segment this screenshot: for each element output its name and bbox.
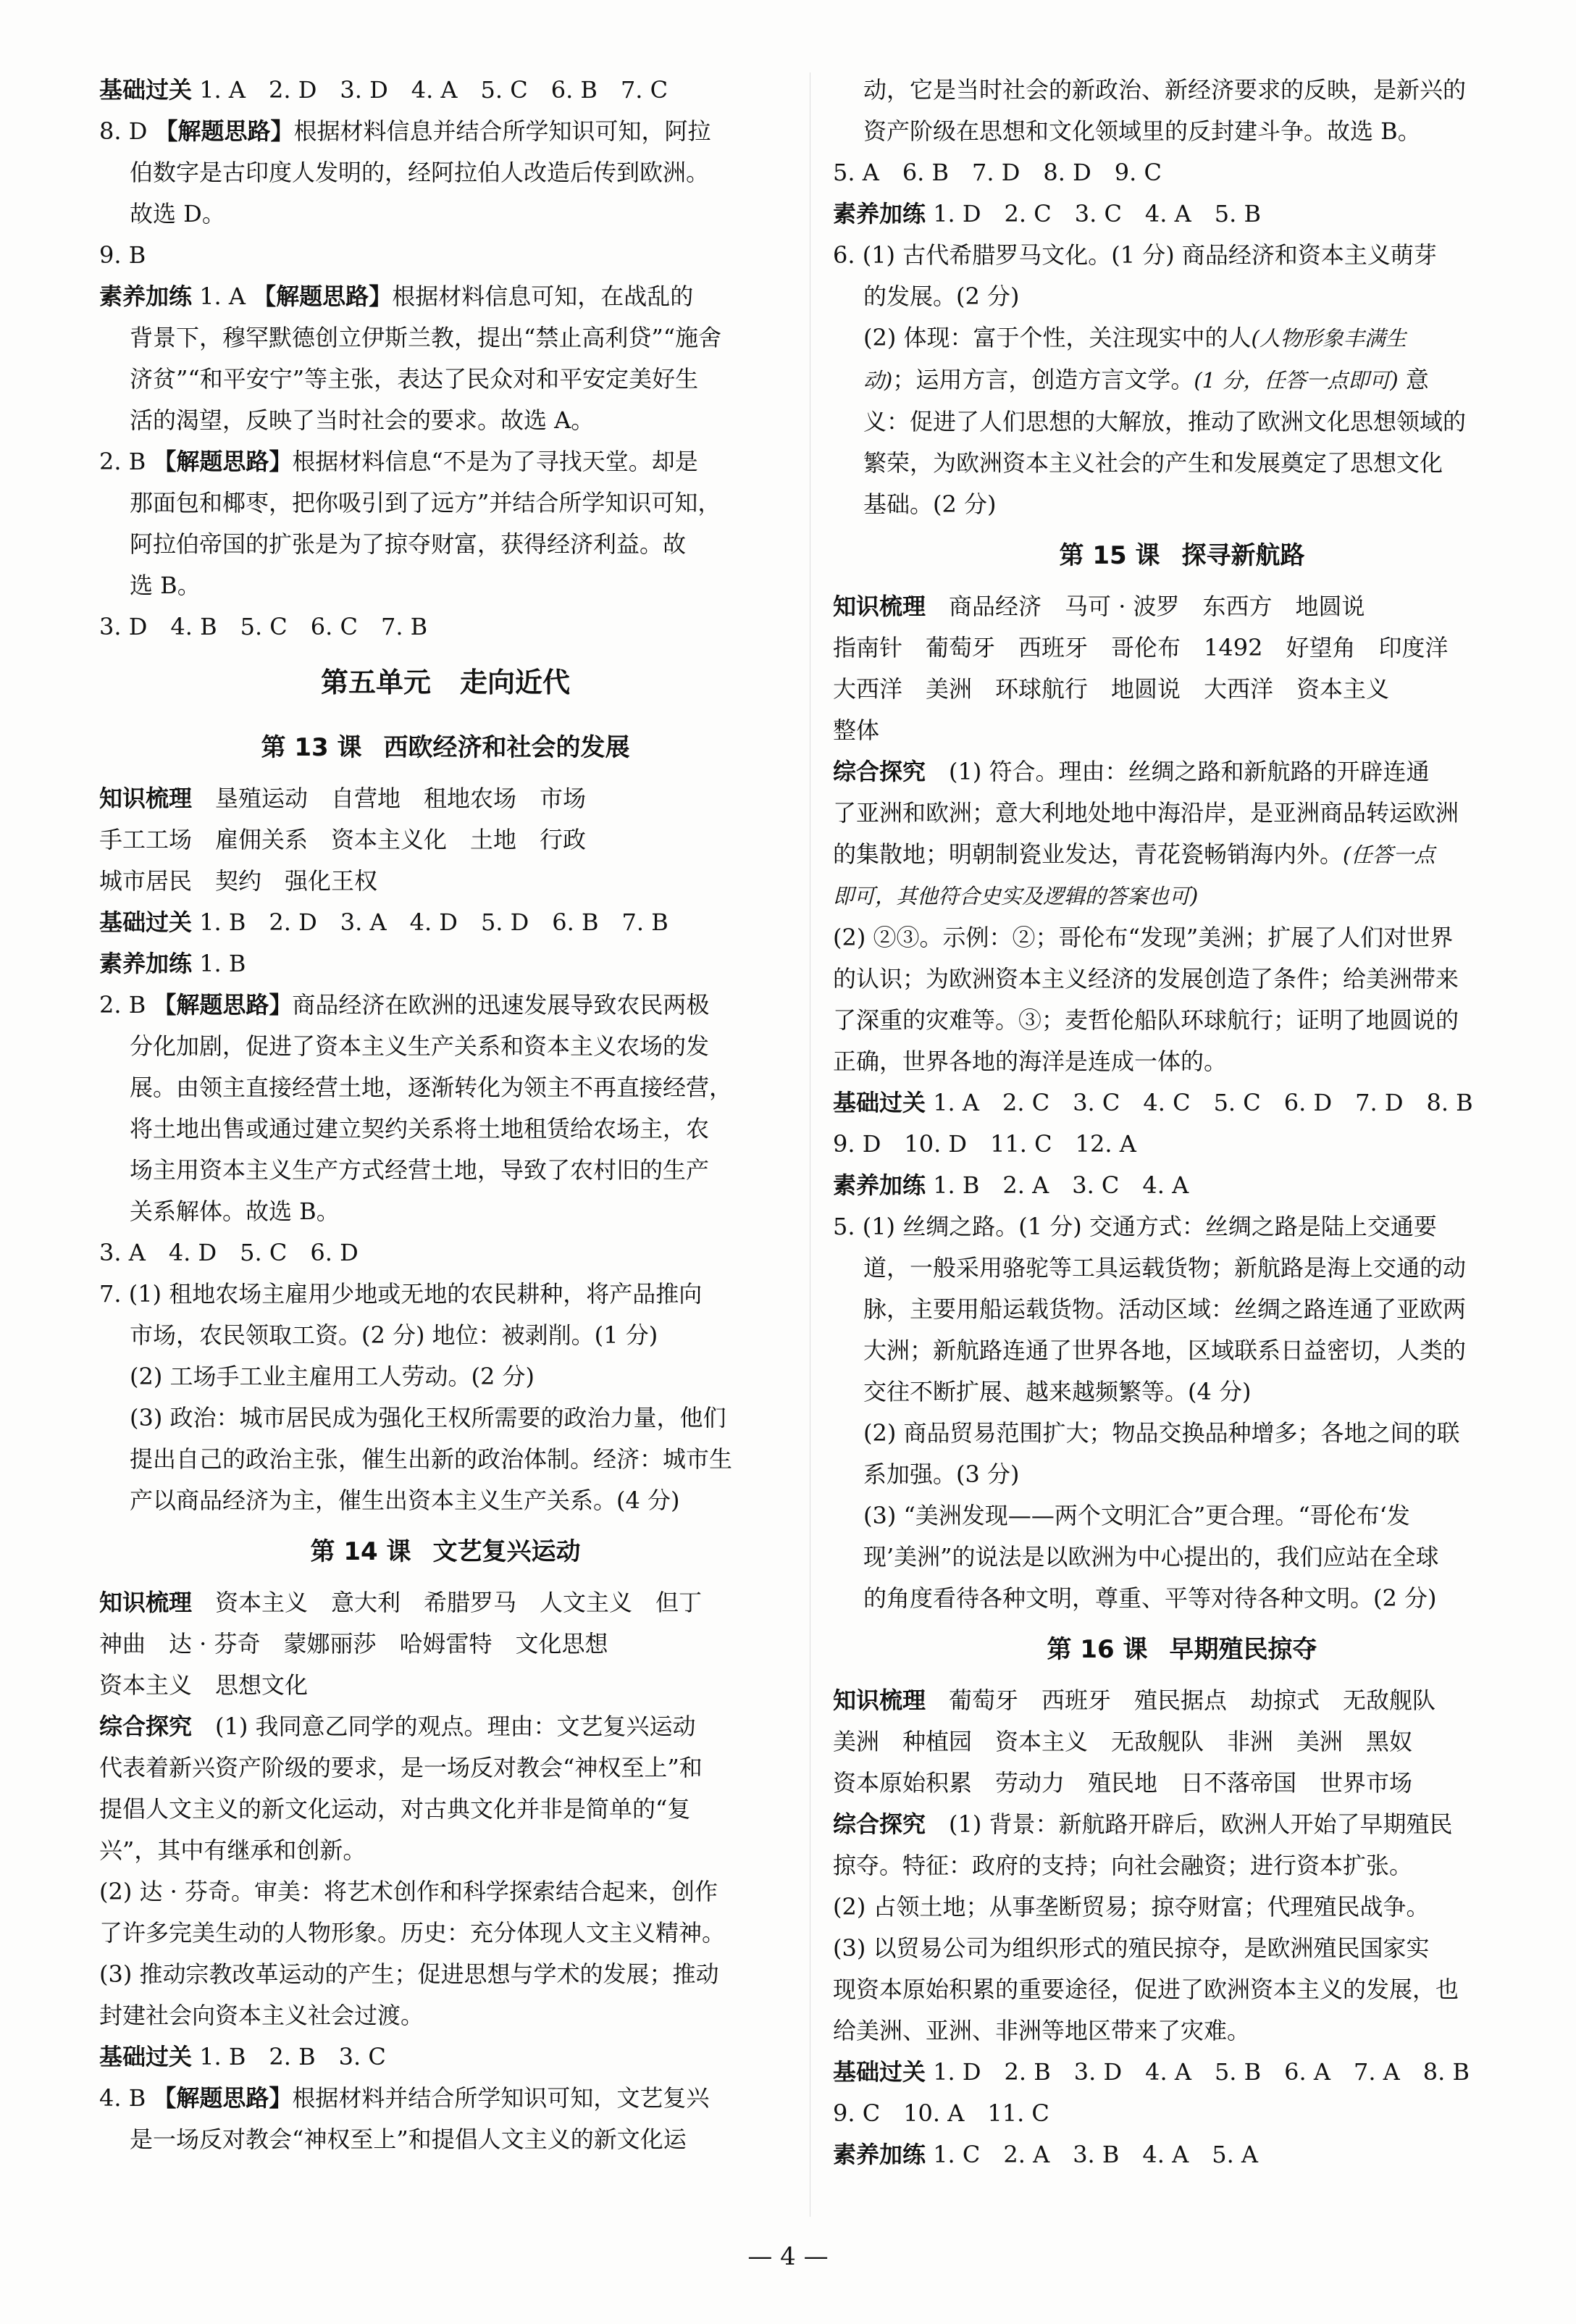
answer-line: 展。由领主直接经营土地，逐渐转化为领主不再直接经营， [130, 1074, 733, 1101]
answer-line: 神曲 达 · 芬奇 蒙娜丽莎 哈姆雷特 文化思想 [99, 1630, 608, 1658]
answer-line: 资本原始积累 劳动力 殖民地 日不落帝国 世界市场 [833, 1769, 1413, 1797]
answer-line: 义：促进了人们思想的大解放，推动了欧洲文化思想领域的 [863, 408, 1467, 435]
answer-line: 手工工场 雇佣关系 资本主义化 土地 行政 [99, 826, 587, 853]
answer-line: 动)；运用方言，创造方言文学。(1 分，任答一点即可) 意 [863, 366, 1429, 393]
basic-answers: 基础过关 1. A 2. D 3. D 4. A 5. C 6. B 7. C [99, 76, 668, 104]
answer-line: 道，一般采用骆驼等工具运载货物；新航路是海上交通的动 [863, 1254, 1467, 1282]
answer-line: 9. B [99, 241, 146, 269]
answer-line: 代表着新兴资产阶级的要求，是一场反对教会“神权至上”和 [99, 1754, 703, 1781]
section-label: 知识梳理 [833, 593, 926, 620]
answer-line: 现资本原始积累的重要途径，促进了欧洲资本主义的发展，也 [833, 1976, 1459, 2003]
answer-item: 2. B 【解题思路】根据材料信息“不是为了寻找天堂。却是 [99, 448, 698, 475]
answer-line: 9. D 10. D 11. C 12. A [833, 1130, 1136, 1158]
answer-line: 活的渴望，反映了当时社会的要求。故选 A。 [130, 406, 595, 434]
knowledge-review: 知识梳理 葡萄牙 西班牙 殖民据点 劫掠式 无敌舰队 [833, 1686, 1436, 1714]
answer-line: 伯数字是古印度人发明的，经阿拉伯人改造后传到欧洲。 [130, 159, 710, 186]
lesson-15-heading: 第 15 课 探寻新航路 [1059, 541, 1305, 570]
answer-line: 3. A 4. D 5. C 6. D [99, 1239, 359, 1266]
knowledge-review: 知识梳理 商品经济 马可 · 波罗 东西方 地圆说 [833, 593, 1365, 620]
practice-answers: 素养加练 1. D 2. C 3. C 4. A 5. B [833, 200, 1261, 227]
hint-label: 【解题思路】 [153, 448, 293, 475]
answer-line: 阿拉伯帝国的扩张是为了掠夺财富，获得经济利益。故 [130, 530, 687, 558]
knowledge-review: 知识梳理 垦殖运动 自营地 租地农场 市场 [99, 785, 587, 812]
hint-label: 【解题思路】 [154, 117, 294, 145]
section-label: 知识梳理 [99, 785, 193, 812]
answer-line: 大西洋 美洲 环球航行 地圆说 大西洋 资本主义 [833, 675, 1390, 703]
section-label: 基础过关 [833, 1089, 926, 1116]
answer-line: 5. (1) 丝绸之路。(1 分) 交通方式：丝绸之路是陆上交通要 [833, 1213, 1437, 1240]
basic-answers: 基础过关 1. A 2. C 3. C 4. C 5. C 6. D 7. D 8. B [833, 1089, 1473, 1116]
answer-line: 产以商品经济为主，催生出资本主义生产关系。(4 分) [130, 1487, 680, 1514]
knowledge-review: 知识梳理 资本主义 意大利 希腊罗马 人文主义 但丁 [99, 1589, 703, 1616]
left-column [99, 70, 792, 2160]
answer-line: 选 B。 [130, 572, 201, 599]
answer-item: 2. B 【解题思路】商品经济在欧洲的迅速发展导致农民两极 [99, 991, 710, 1019]
answer-line: 场主用资本主义生产方式经营土地，导致了农村旧的生产 [130, 1156, 710, 1184]
answer-line: (2) 工场手工业主雇用工人劳动。(2 分) [130, 1363, 535, 1390]
section-label: 知识梳理 [99, 1589, 193, 1616]
section-label: 综合探究 [833, 1810, 926, 1838]
answer-line: (2) 达 · 芬奇。审美：将艺术创作和科学探索结合起来，创作 [99, 1878, 718, 1905]
basic-answers: 基础过关 1. B 2. D 3. A 4. D 5. D 6. B 7. B [99, 908, 668, 936]
answer-line: 提出自己的政治主张，催生出新的政治体制。经济：城市生 [130, 1445, 733, 1473]
section-label: 素养加练 [99, 950, 193, 977]
answer-line: 5. A 6. B 7. D 8. D 9. C [833, 159, 1162, 186]
answer-line: 提倡人文主义的新文化运动，对古典文化并非是简单的“复 [99, 1795, 691, 1823]
answer-item: 8. D 【解题思路】根据材料信息并结合所学知识可知，阿拉 [99, 117, 711, 145]
section-label: 素养加练 [99, 283, 193, 310]
answer-item: 4. B 【解题思路】根据材料并结合所学知识可知，文艺复兴 [99, 2084, 710, 2112]
answer-line: 大洲；新航路连通了世界各地，区域联系日益密切，人类的 [863, 1337, 1467, 1364]
section-label: 基础过关 [99, 908, 193, 936]
right-column [833, 70, 1531, 2175]
section-label: 素养加练 [833, 200, 926, 227]
practice-answers: 素养加练 1. B 2. A 3. C 4. A [833, 1171, 1189, 1199]
answer-line: (3) “美洲发现——两个文明汇合”更合理。“哥伦布‘发 [863, 1502, 1410, 1529]
answer-line: 的集散地；明朝制瓷业发达，青花瓷畅销海内外。(任答一点 [833, 840, 1435, 868]
hint-label: 【解题思路】 [153, 2084, 293, 2112]
unit-heading: 第五单元 走向近代 [320, 666, 571, 698]
answer-line: 将土地出售或通过建立契约关系将土地租赁给农场主，农 [130, 1115, 710, 1142]
answer-line: 背景下，穆罕默德创立伊斯兰教，提出“禁止高利贷”“施舍 [130, 324, 722, 351]
hint-label: 【解题思路】 [153, 991, 293, 1019]
basic-answers: 基础过关 1. D 2. B 3. D 4. A 5. B 6. A 7. A 8. B [833, 2058, 1470, 2086]
answer-line: 指南针 葡萄牙 西班牙 哥伦布 1492 好望角 印度洋 [833, 634, 1449, 661]
inquiry-answers: 综合探究 (1) 背景：新航路开辟后，欧洲人开始了早期殖民 [833, 1810, 1453, 1838]
answer-line: 脉，主要用船运载货物。活动区域：丝绸之路连通了亚欧两 [863, 1295, 1467, 1323]
answer-line: 了亚洲和欧洲；意大利地处地中海沿岸，是亚洲商品转运欧洲 [833, 799, 1459, 827]
answer-note: 即可，其他符合史实及逻辑的答案也可) [833, 884, 1199, 908]
answer-note: (任答一点 [1343, 843, 1435, 867]
answer-line: 9. C 10. A 11. C [833, 2099, 1049, 2127]
lesson-14-heading: 第 14 课 文艺复兴运动 [310, 1537, 581, 1566]
section-label: 基础过关 [99, 76, 193, 104]
answer-line: 那面包和椰枣，把你吸引到了远方”并结合所学知识可知， [130, 489, 721, 517]
answer-note: (人物形象丰满生 [1251, 326, 1407, 351]
answer-line: (2) ②③。示例：②；哥伦布“发现”美洲；扩展了人们对世界 [833, 924, 1454, 951]
answer-line: (3) 以贸易公司为组织形式的殖民掠夺，是欧洲殖民国家实 [833, 1934, 1430, 1962]
answer-note: (1 分，任答一点即可) [1194, 368, 1399, 393]
answer-note: 动) [863, 368, 893, 393]
answer-line: 故选 D。 [130, 200, 225, 227]
answer-line: 系加强。(3 分) [863, 1460, 1020, 1488]
section-label: 综合探究 [99, 1713, 193, 1740]
section-label: 基础过关 [99, 2043, 193, 2070]
answer-line: 封建社会向资本主义社会过渡。 [99, 2002, 424, 2029]
practice-answers: 素养加练 1. C 2. A 3. B 4. A 5. A [833, 2141, 1259, 2168]
answer-line: 现’美洲”的说法是以欧洲为中心提出的，我们应站在全球 [863, 1543, 1439, 1571]
section-label: 基础过关 [833, 2058, 926, 2086]
answer-line: 的发展。(2 分) [863, 283, 1020, 310]
answer-line: 市场，农民领取工资。(2 分) 地位：被剥削。(1 分) [130, 1321, 658, 1349]
hint-label: 【解题思路】 [253, 283, 393, 310]
answer-line: 兴”，其中有继承和创新。 [99, 1836, 366, 1864]
lesson-16-heading: 第 16 课 早期殖民掠夺 [1047, 1635, 1317, 1664]
answer-line: 动，它是当时社会的新政治、新经济要求的反映，是新兴的 [863, 76, 1467, 104]
practice-answers: 素养加练 1. A 【解题思路】根据材料信息可知，在战乱的 [99, 283, 694, 310]
section-label: 素养加练 [833, 1171, 926, 1199]
page-number: — 4 — [747, 2242, 829, 2271]
answer-line: 掠夺。特征：政府的支持；向社会融资；进行资本扩张。 [833, 1852, 1413, 1879]
section-label: 素养加练 [833, 2141, 926, 2168]
practice-answers: 素养加练 1. B [99, 950, 246, 977]
answer-line: 资产阶级在思想和文化领域里的反封建斗争。故选 B。 [863, 117, 1421, 145]
answer-line: 美洲 种植园 资本主义 无敌舰队 非洲 美洲 黑奴 [833, 1728, 1413, 1755]
answer-line: 分化加剧，促进了资本主义生产关系和资本主义农场的发 [130, 1032, 710, 1060]
answer-line: 关系解体。故选 B。 [130, 1197, 340, 1225]
answer-line: 交往不断扩展、越来越频繁等。(4 分) [863, 1378, 1252, 1405]
answer-line: 的角度看待各种文明，尊重、平等对待各种文明。(2 分) [863, 1584, 1437, 1612]
section-label: 知识梳理 [833, 1686, 926, 1714]
answer-line: 的认识；为欧洲资本主义经济的发展创造了条件；给美洲带来 [833, 965, 1459, 992]
answer-line: 基础。(2 分) [863, 490, 997, 518]
answer-line: 资本主义 思想文化 [99, 1671, 309, 1699]
answer-line: 了许多完美生动的人物形象。历史：充分体现人文主义精神。 [99, 1919, 726, 1947]
answer-line: (2) 体现：富于个性，关注现实中的人(人物形象丰满生 [863, 324, 1407, 351]
answer-line: 济贫”“和平安宁”等主张，表达了民众对和平安定美好生 [130, 365, 699, 393]
answer-line: 了深重的灾难等。③；麦哲伦船队环球航行；证明了地圆说的 [833, 1006, 1459, 1034]
answer-line: (2) 占领土地；从事垄断贸易；掠夺财富；代理殖民战争。 [833, 1893, 1430, 1920]
answer-line: 是一场反对教会“神权至上”和提倡人文主义的新文化运 [130, 2126, 687, 2153]
answer-line: 7. (1) 租地农场主雇用少地或无地的农民耕种，将产品推向 [99, 1280, 703, 1308]
answer-line: 给美洲、亚洲、非洲等地区带来了灾难。 [833, 2017, 1251, 2044]
section-label: 综合探究 [833, 758, 926, 785]
answer-line: 城市居民 契约 强化王权 [99, 867, 378, 895]
answer-line: 繁荣，为欧洲资本主义社会的产生和发展奠定了思想文化 [863, 449, 1443, 477]
inquiry-answers: 综合探究 (1) 我同意乙同学的观点。理由：文艺复兴运动 [99, 1713, 696, 1740]
answer-line: 3. D 4. B 5. C 6. C 7. B [99, 613, 428, 640]
basic-answers: 基础过关 1. B 2. B 3. C [99, 2043, 386, 2070]
lesson-13-heading: 第 13 课 西欧经济和社会的发展 [261, 733, 630, 762]
answer-line: 整体 [833, 716, 880, 744]
answer-line: (2) 商品贸易范围扩大；物品交换品种增多；各地之间的联 [863, 1419, 1460, 1447]
answer-line: (3) 推动宗教改革运动的产生；促进思想与学术的发展；推动 [99, 1960, 719, 1988]
inquiry-answers: 综合探究 (1) 符合。理由：丝绸之路和新航路的开辟连通 [833, 758, 1430, 785]
answer-line: (3) 政治：城市居民成为强化王权所需要的政治力量，他们 [130, 1404, 726, 1431]
answer-line: 6. (1) 古代希腊罗马文化。(1 分) 商品经济和资本主义萌芽 [833, 241, 1437, 269]
answer-line: 正确，世界各地的海洋是连成一体的。 [833, 1048, 1228, 1075]
